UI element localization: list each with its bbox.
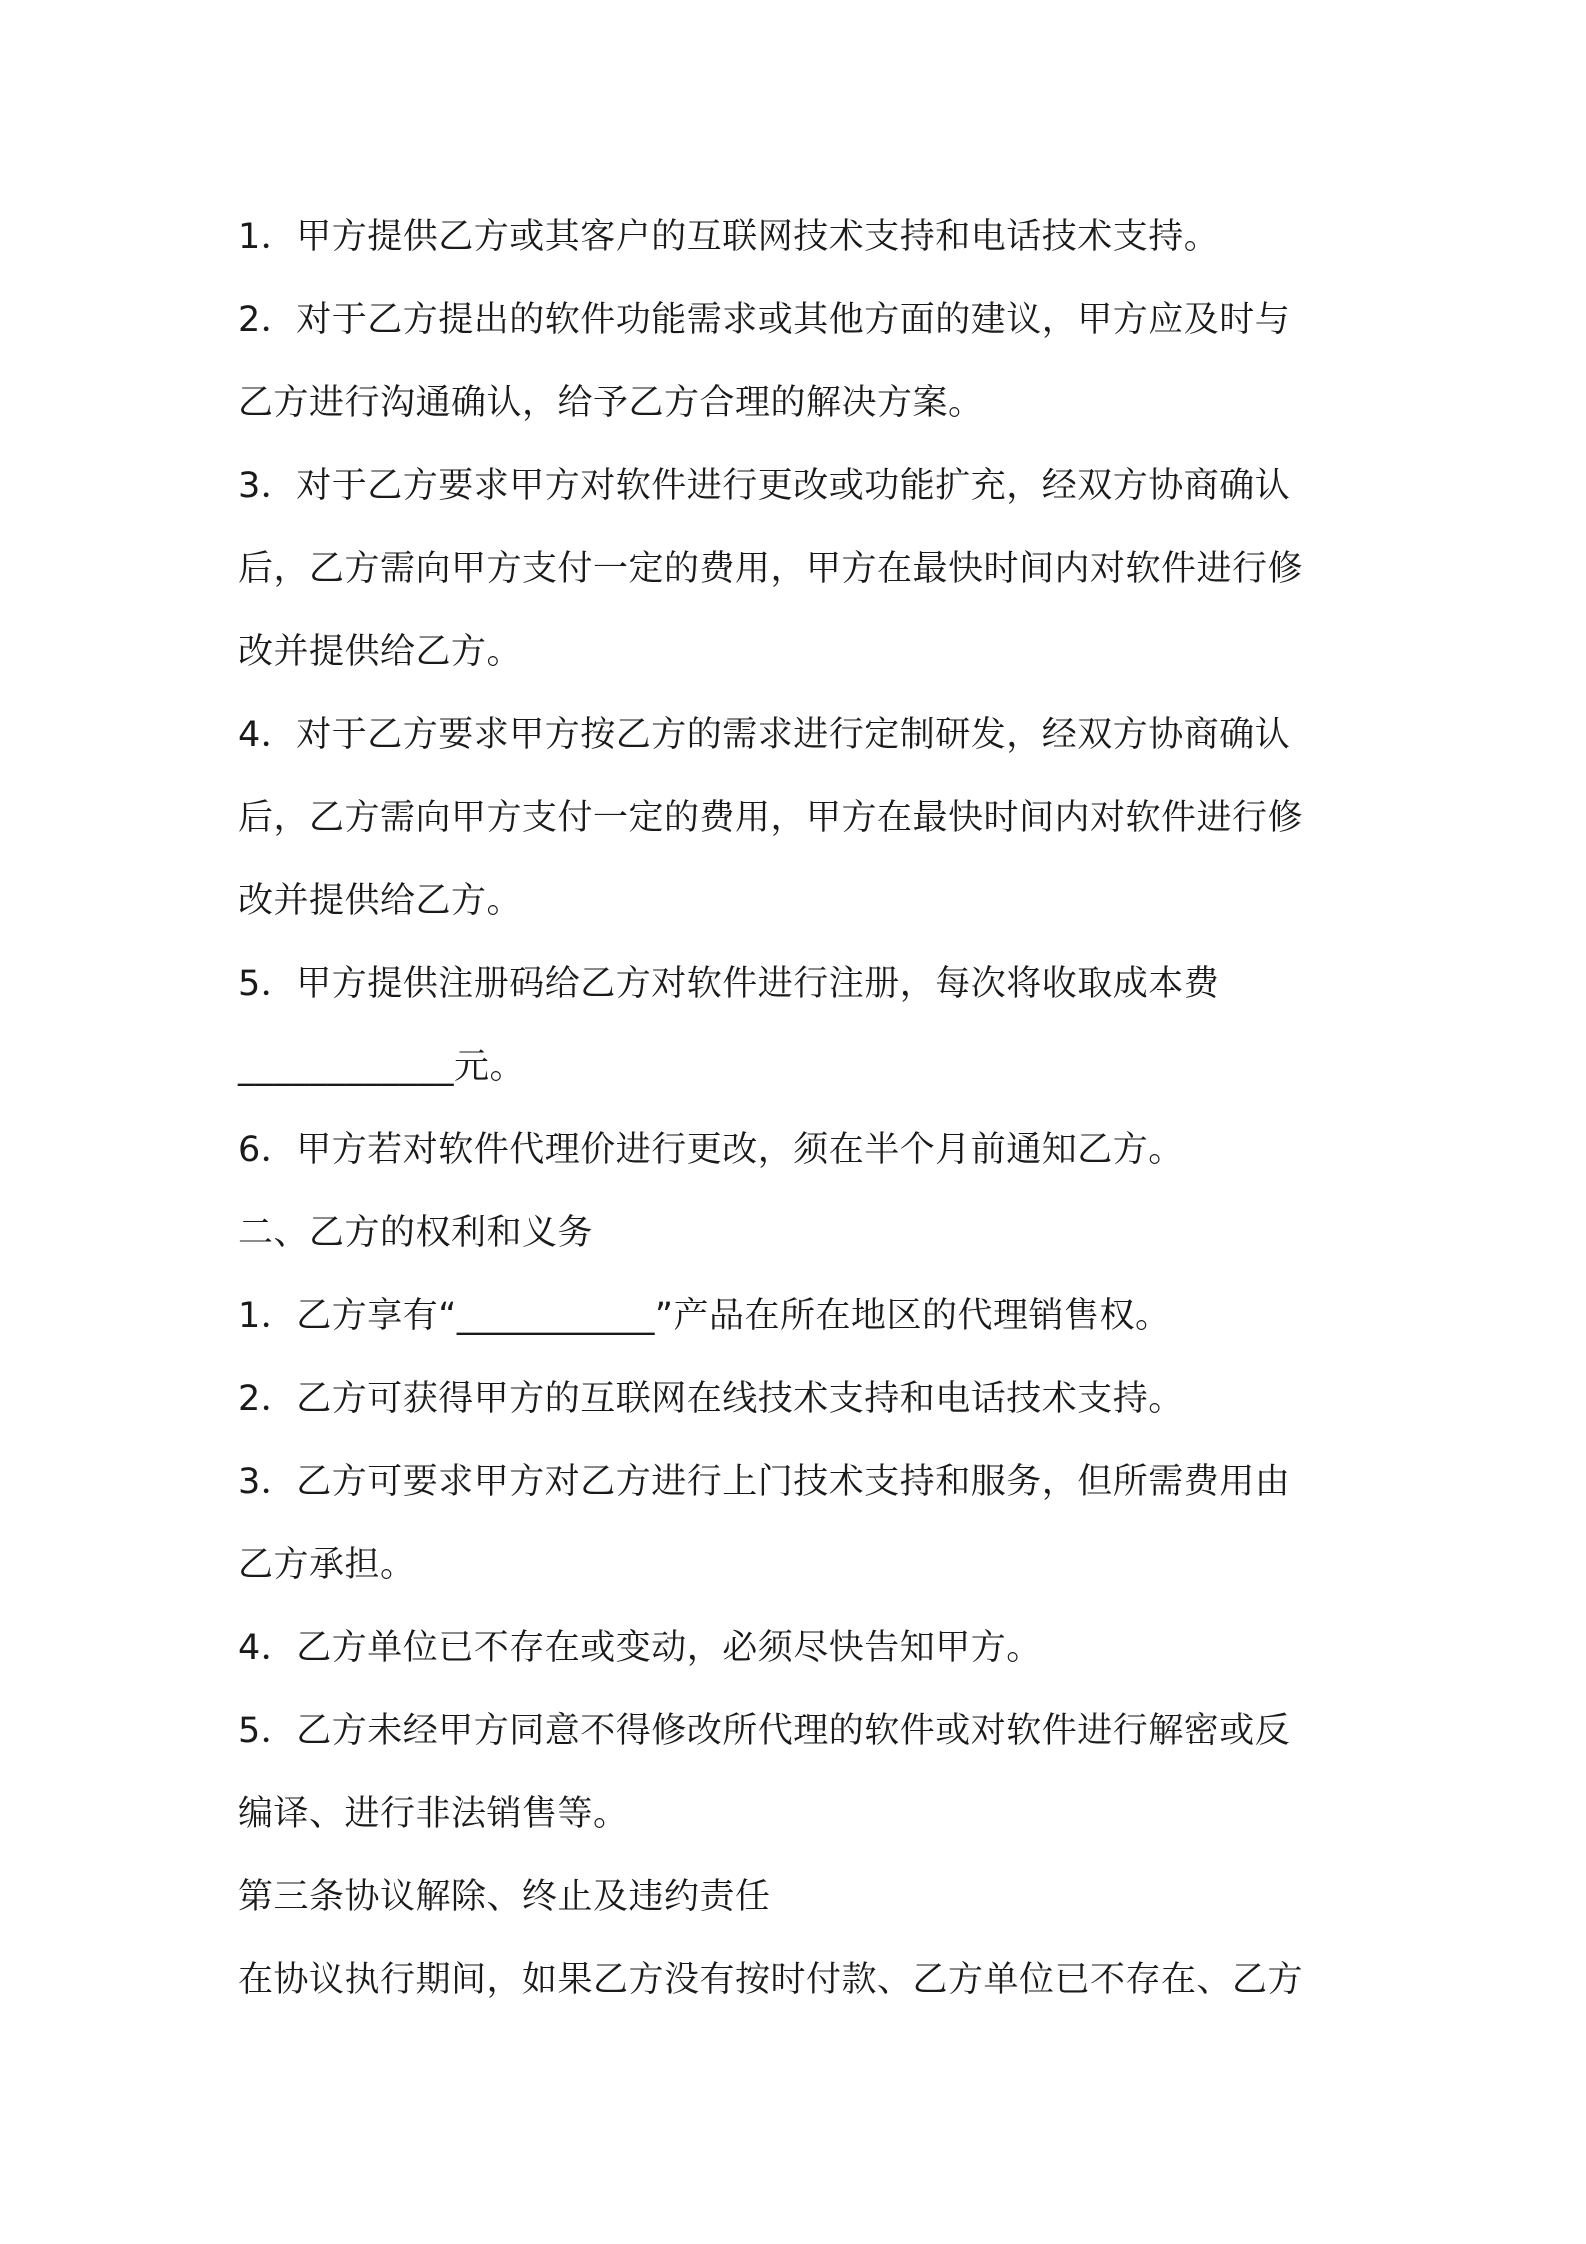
text-line: 编译、进行非法销售等。 — [238, 1794, 629, 1834]
text-line: 6．甲方若对软件代理价进行更改，须在半个月前通知乙方。 — [238, 1130, 1184, 1170]
text-line: 1．甲方提供乙方或其客户的互联网技术支持和电话技术支持。 — [238, 217, 1220, 257]
text-line: 乙方承担。 — [238, 1545, 416, 1585]
text-line: 4．对于乙方要求甲方按乙方的需求进行定制研发，经双方协商确认 — [238, 715, 1291, 755]
text-line: 在协议执行期间，如果乙方没有按时付款、乙方单位已不存在、乙方 — [238, 1960, 1304, 2000]
text-line: 3．对于乙方要求甲方对软件进行更改或功能扩充，经双方协商确认 — [238, 466, 1291, 506]
text-line: 改并提供给乙方。 — [238, 881, 523, 921]
section-heading: 二、乙方的权利和义务 — [238, 1213, 594, 1253]
text-line: 2．乙方可获得甲方的互联网在线技术支持和电话技术支持。 — [238, 1379, 1184, 1419]
text-line: 5．乙方未经甲方同意不得修改所代理的软件或对软件进行解密或反 — [238, 1711, 1291, 1751]
text-line: 2．对于乙方提出的软件功能需求或其他方面的建议，甲方应及时与 — [238, 300, 1291, 340]
text-line: 3．乙方可要求甲方对乙方进行上门技术支持和服务，但所需费用由 — [238, 1462, 1291, 1502]
text-line: 5．甲方提供注册码给乙方对软件进行注册，每次将收取成本费 — [238, 964, 1220, 1004]
text-line: 4．乙方单位已不存在或变动，必须尽快告知甲方。 — [238, 1628, 1042, 1668]
text-line: ____________元。 — [238, 1047, 526, 1087]
section-heading: 第三条协议解除、终止及违约责任 — [238, 1877, 771, 1917]
text-line: 1．乙方享有“___________”产品在所在地区的代理销售权。 — [238, 1296, 1171, 1336]
text-line: 乙方进行沟通确认，给予乙方合理的解决方案。 — [238, 383, 984, 423]
document-body — [238, 196, 1358, 2022]
text-line: 后，乙方需向甲方支付一定的费用，甲方在最快时间内对软件进行修 — [238, 549, 1304, 589]
text-line: 改并提供给乙方。 — [238, 632, 523, 672]
text-line: 后，乙方需向甲方支付一定的费用，甲方在最快时间内对软件进行修 — [238, 798, 1304, 838]
